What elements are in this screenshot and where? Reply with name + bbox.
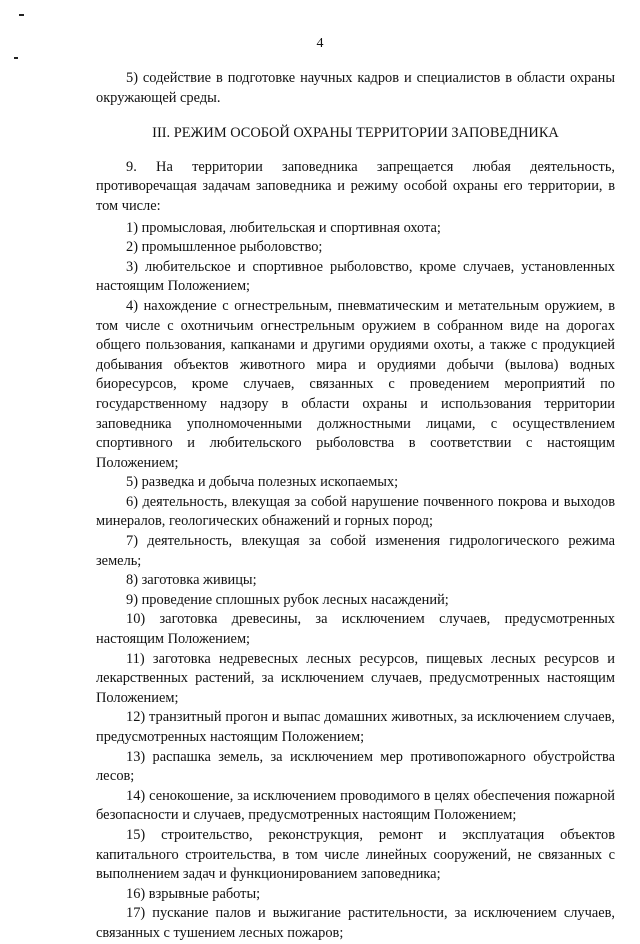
list-item: 9) проведение сплошных рубок лесных насаждений; xyxy=(126,591,449,608)
clause-9: 9. На территории заповедника запрещается любая деятельность, противоречащая задачам заповедника и режиму особой охраны его территории, в том числе: xyxy=(96,158,615,214)
page-number: 4 xyxy=(316,36,324,51)
section-heading: III. РЕЖИМ ОСОБОЙ ОХРАНЫ ТЕРРИТОРИИ ЗАПОВЕДНИКА xyxy=(152,125,559,142)
list-item: 16) взрывные работы; xyxy=(126,885,261,902)
list-item: 17) пускание палов и выжигание растительности, за исключением случаев, связанных с тушением лесных пожаров; xyxy=(96,905,615,941)
list-item: 10) заготовка древесины, за исключением случаев, предусмотренных настоящим Положением; xyxy=(96,611,615,648)
list-item: 7) деятельность, влекущая за собой изменения гидрологического режима земель; xyxy=(96,533,615,569)
list-item: 5) разведка и добыча полезных ископаемых; xyxy=(126,474,399,491)
list-item: 3) любительское и спортивное рыболовство, кроме случаев, установленных настоящим Положением; xyxy=(96,258,615,295)
list-item: 4) нахождение с огнестрельным, пневматическим и метательным оружием, в том числе с охотничьим огнестрельным оружием в собранном виде на дорогах общего пользования, капканами и другими орудиями охоты, а также с продукцией добывания объектов животного мира и орудиями добычи (вылова) водных биоресурсов, кроме случаев, связанных с проведением мероприятий по государственному надзору в области охраны и использования территории заповедника уполномоченными должностными лицами, с осуществлением спортивного и любительского рыболовства в соответствии с настоящим Положением; xyxy=(96,297,615,471)
scan-artifact-mark xyxy=(19,14,24,16)
list-item: 12) транзитный прогон и выпас домашних животных, за исключением случаев, предусмотренных настоящим Положением; xyxy=(96,709,615,745)
list-item: 14) сенокошение, за исключением проводимого в целях обеспечения пожарной безопасности и случаев, предусмотренных настоящим Положением; xyxy=(96,787,615,824)
list-item: 1) промысловая, любительская и спортивная охота; xyxy=(126,219,441,236)
list-item: 8) заготовка живицы; xyxy=(126,572,257,589)
intro-item: 5) содействие в подготовке научных кадров и специалистов в области охраны окружающей среды. xyxy=(96,70,615,106)
list-item: 11) заготовка недревесных лесных ресурсов, пищевых лесных ресурсов и лекарственных растений, за исключением случаев, предусмотренных настоящим Положением; xyxy=(96,650,615,706)
list-item: 6) деятельность, влекущая за собой нарушение почвенного покрова и выходов минералов, геологических обнажений и горных пород; xyxy=(96,493,615,530)
list-item: 2) промышленное рыболовство; xyxy=(126,239,323,256)
list-item: 15) строительство, реконструкция, ремонт и эксплуатация объектов капитального строительства, в том числе линейных сооружений, не связанных с выполнением задач и функционированием заповедника; xyxy=(96,826,615,883)
scan-artifact-mark xyxy=(14,57,18,59)
list-item: 13) распашка земель, за исключением мер противопожарного обустройства лесов; xyxy=(96,748,615,785)
document-body xyxy=(96,69,615,944)
